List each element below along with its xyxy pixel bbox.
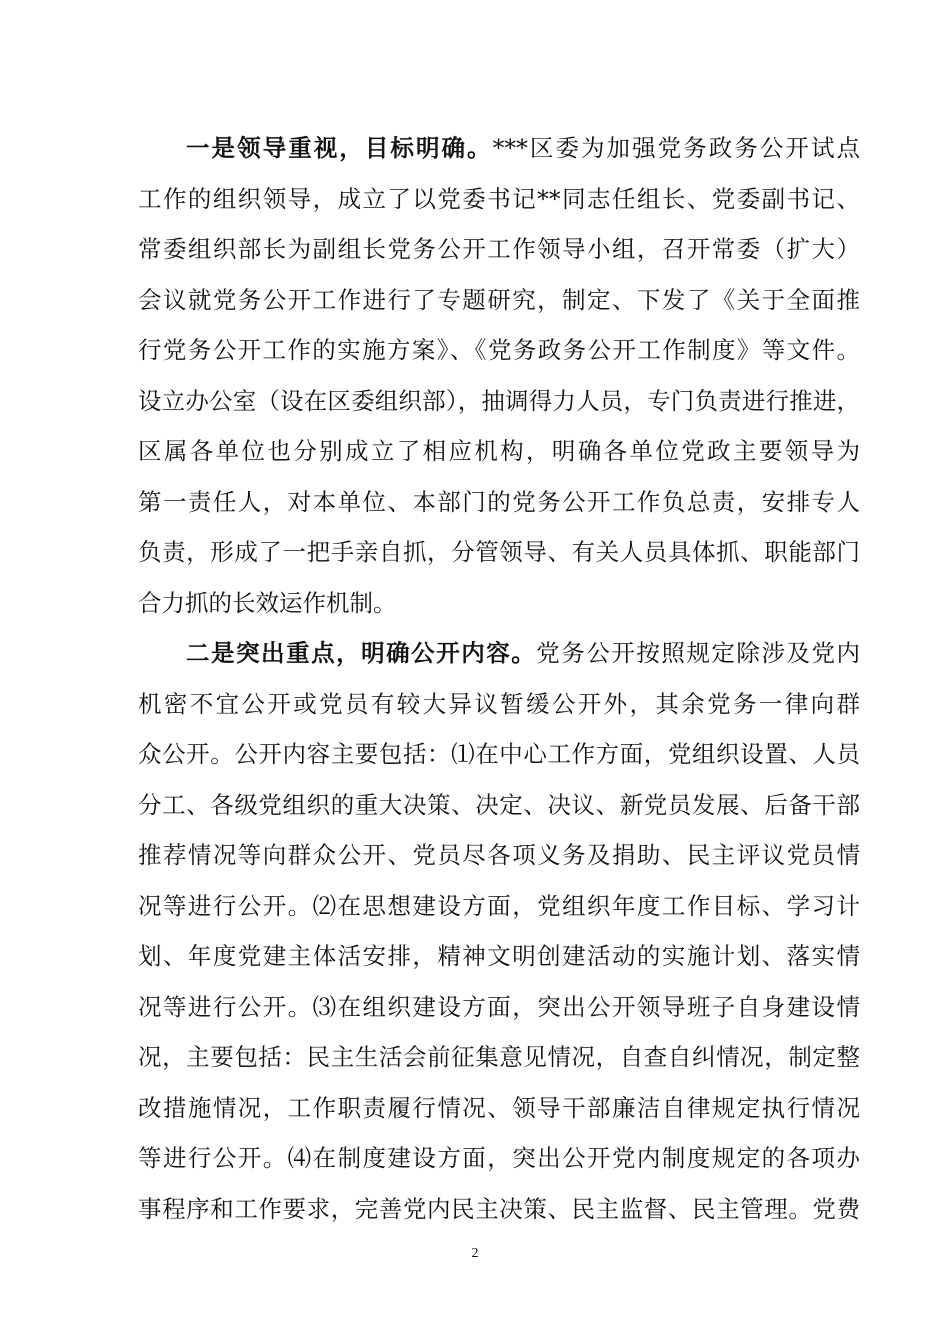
paragraph-1-heading: 一是领导重视，目标明确。 <box>186 134 493 162</box>
paragraph-2-line-8: 况等进行公开。⑶在组织建设方面，突出公开领导班子自身建设情 <box>138 992 860 1021</box>
paragraph-2-line-4: 分工、各级党组织的重大决策、决定、决议、新党员发展、后备干部 <box>138 790 860 819</box>
paragraph-2-line-2: 机密不宜公开或党员有较大异议暂缓公开外，其余党务一律向群 <box>138 689 860 718</box>
paragraph-1-line-3: 常委组织部长为副组长党务公开工作领导小组，召开常委（扩大） <box>138 235 860 263</box>
paragraph-2-line-10: 改措施情况，工作职责履行情况、领导干部廉洁自律规定执行情况 <box>138 1093 860 1122</box>
paragraph-1-line-10: 合力抓的长效运作机制。 <box>138 588 397 617</box>
paragraph-1-line-4: 会议就党务公开工作进行了专题研究，制定、下发了《关于全面推 <box>138 285 860 314</box>
paragraph-2-text: 党务公开按照规定除涉及党内 <box>536 639 861 667</box>
paragraph-2-line-7: 划、年度党建主体活安排，精神文明创建活动的实施计划、落实情 <box>138 942 860 970</box>
paragraph-1-line-8: 第一责任人，对本单位、本部门的党务公开工作负总责，安排专人 <box>138 487 860 516</box>
paragraph-1-line-2: 工作的组织领导，成立了以党委书记**同志任组长、党委副书记、 <box>138 184 860 213</box>
paragraph-1-line-1 <box>138 123 860 174</box>
paragraph-1-text: ***区委为加强党务政务公开试点 <box>492 134 861 162</box>
paragraph-2-heading: 二是突出重点，明确公开内容。 <box>186 639 537 667</box>
paragraph-2-line-1 <box>138 628 860 679</box>
paragraph-1-line-9: 负责，形成了一把手亲自抓，分管领导、有关人员具体抓、职能部门 <box>138 538 860 566</box>
page-number: 2 <box>471 1246 479 1261</box>
paragraph-2-line-9: 况，主要包括：民主生活会前征集意见情况，自查自纠情况，制定整 <box>138 1043 860 1071</box>
paragraph-1-line-5: 行党务公开工作的实施方案》、《党务政务公开工作制度》等文件。 <box>138 336 860 364</box>
paragraph-1-line-7: 区属各单位也分别成立了相应机构，明确各单位党政主要领导为 <box>138 437 860 465</box>
paragraph-2-line-11: 等进行公开。⑷在制度建设方面，突出公开党内制度规定的各项办 <box>138 1144 860 1172</box>
paragraph-1-line-6: 设立办公室（设在区委组织部），抽调得力人员，专门负责进行推进， <box>138 386 860 415</box>
paragraph-2-line-5: 推荐情况等向群众公开、党员尽各项义务及捐助、民主评议党员情 <box>138 841 860 869</box>
body-text <box>138 123 860 1234</box>
paragraph-2-line-6: 况等进行公开。⑵在思想建设方面，党组织年度工作目标、学习计 <box>138 891 860 920</box>
paragraph-2-line-3: 众公开。公开内容主要包括：⑴在中心工作方面，党组织设置、人员 <box>138 740 860 768</box>
paragraph-2-line-12: 事程序和工作要求，完善党内民主决策、民主监督、民主管理。党费 <box>138 1194 860 1223</box>
